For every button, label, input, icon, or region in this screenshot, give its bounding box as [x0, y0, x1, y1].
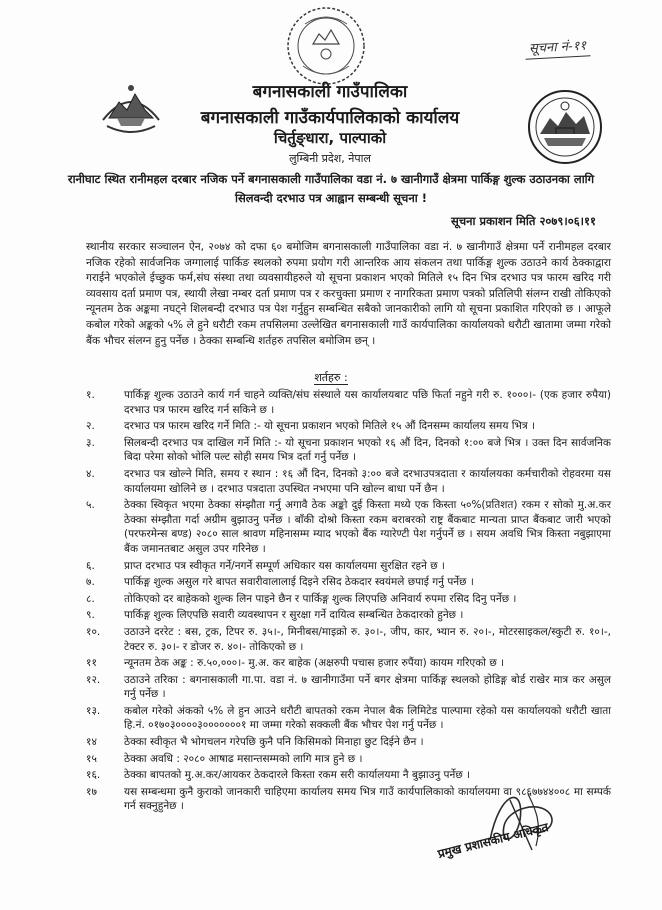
- signer-title: प्रमुख प्रशासकीय अधिकृत: [436, 820, 550, 862]
- condition-number: २.: [86, 420, 95, 433]
- condition-number: ११: [86, 657, 97, 670]
- municipality-logo: [526, 88, 604, 166]
- condition-text: तोकिएको दर बाहेकको शुल्क लिन पाइने छैन र पार्किङ्ग शुल्क लिएपछि अनिवार्य रुपमा रसिद दिनु पर्नेछ ।: [124, 592, 517, 605]
- condition-item: [86, 608, 611, 623]
- condition-text: पार्किङ्ग शुल्क लिएपछि सवारी व्यवस्थापन र सुरक्षा गर्ने दायित्व सम्बन्धित ठेकदारको हुनेछ ।: [124, 609, 464, 622]
- condition-item: [86, 656, 611, 671]
- condition-text: ठेक्का बापतको मु.अ.कर/आयकर ठेकदारले किस्ता रकम सरी कार्यालयमा नै बुझाउनु पर्नेछ ।: [124, 769, 471, 782]
- condition-item: [86, 625, 611, 654]
- notice-publish-date: सूचना प्रकाशन मिति २०७९।०६।११: [451, 214, 596, 228]
- conditions-list: [86, 388, 611, 816]
- condition-text: उठाउने तरिका : बगनासकाली गा.पा. वडा नं. ७ खानीगाउँमा पर्ने बगर क्षेत्रमा पार्किङ्ग स्थलको होडिङ्ग बोर्ड राखेर मात्र कर असुल गर्नु पर्नेछ ।: [124, 673, 611, 701]
- office-name: बगनासकाली गाउँकार्यपालिकाको कार्यालय: [200, 108, 460, 128]
- office-seal-stamp: [283, 4, 369, 88]
- condition-item: [86, 575, 611, 590]
- condition-text: दरभाउ पत्र खोल्ने मिति, समय र स्थान : १६ औं दिन, दिनको ३:०० बजे दरभाउपत्रदाता र कार्यालयका कर्मचारीको रोहवरमा यस कार्यालयमा खोलिने छ । दरभाउ पत्रदाता उपस्थित नभएमा पनि खोल्न बाधा पर्ने छैन ।: [124, 467, 611, 495]
- notice-body: स्थानीय सरकार सञ्चालन ऐन, २०७४ को दफा ६० बमोजिम बगनासकाली गाउँपालिका वडा नं. ७ खानीगाउँ क्षेत्रमा पर्ने रानीमहल दरबार नजिक रहेको सार्वजनिक जग्गालाई पार्किङ स्थलको रुपमा प्रयोग गरी आन्तरिक आय संकलन तथा पार्किङ्ग शुल्क उठाउने कार्य ठेक्काद्वारा गराईने भएकोले ईच्छुक फर्म,संघ संस्था तथा व्यवसायीहरुले यो सूचना प्रकाशन भएको मितिले १५ दिन भित्र दरभाउ पत्र फारम खरिद गरी व्यवसाय दर्ता प्रमाण पत्र, स्थायी लेखा नम्बर दर्ता प्रमाण पत्र र करचुक्ता प्रमाण र नागरिकता प्रमाण पत्रको प्रतिलिपी संलग्न राखी तोकिएको न्यूनतम ठेक अङ्कमा नघट्ने शिलबन्दी दरभाउ पत्र पेश गर्नुहुन सम्बन्धित सबैको जानकारीको लागि यो सूचना प्रकाशित गरिएको छ । आफूले कबोल गरेको अङ्कको ५% ले हुने धरौटी रकम तपसिलमा उल्लेखित बगनासकाली गाउँ कार्यपालिका कार्यालयको धरौटी खातामा जम्मा गरेको बैंक भौचर संलग्न हुनु पर्नेछ । ठेक्का सम्बन्धि शर्तहरु तपसिल बमोजिम छन् ।: [86, 241, 612, 347]
- condition-text: प्राप्त दरभाउ पत्र स्वीकृत गर्ने/नगर्ने सम्पूर्ण अधिकार यस कार्यालयमा सुरक्षित रहने छ ।: [124, 559, 445, 572]
- condition-text: पार्किङ्ग शुल्क असुल गरे बापत सवारीवालालाई दिइने रसिद ठेकदार स्वयंमले छपाई गर्नु पर्नेछ ।: [124, 576, 474, 589]
- condition-item: [86, 752, 611, 767]
- condition-item: [86, 419, 611, 434]
- condition-number: १३.: [86, 704, 101, 717]
- condition-number: १६.: [86, 769, 101, 782]
- condition-number: ७.: [86, 576, 95, 589]
- condition-item: [86, 436, 611, 465]
- condition-number: १४: [86, 736, 97, 749]
- condition-text: ठेक्का अवधि : २०८० आषाढ मसान्तसम्मको लागि मात्र हुने छ ।: [124, 752, 363, 765]
- condition-number: ४.: [86, 467, 95, 480]
- condition-number: ५.: [86, 499, 95, 512]
- condition-text: ठेक्का स्विकृत भएमा ठेक्का संम्झौता गर्नु अगावै ठेक अङ्को दुई किस्ता मध्ये एक किस्ता ५०%(प्रतिशत) रकम र सोको मु.अ.कर ठेक्का संम्झौता गर्दा अग्रीम बुझाउनु पर्नेछ । बाँकी दोश्रो किस्ता रकम बराबरको राष्ट्र बैंकबाट मान्यता प्राप्त बैंकबाट जारी भएको (परफरमेन्स बण्ड) २०८० साल श्रावण महिनासम्म म्याद भएको बैंक ग्यारेण्टी पेश गर्नुपर्ने छ । सयम अवधि भित्र किस्ता नबुझाएमा बैंक जमानतबाट असुल उपर गरिनेछ ।: [124, 499, 611, 555]
- notice-subject: रानीघाट स्थित रानीमहल दरबार नजिक पर्ने बगनासकाली गाउँपालिका वडा नं. ७ खानीगाउँ क्षेत्रमा पार्किङ्ग शुल्क उठाउनका लागि सिलवन्दी दरभाउ पत्र आह्वान सम्बन्धी सूचना !: [67, 172, 595, 205]
- condition-text: ठेक्का स्वीकृत भै भोगचलन गरेपछि कुनै पनि किसिमको मिनाहा छुट दिईने छैन ।: [124, 736, 424, 749]
- condition-number: १.: [86, 389, 95, 401]
- condition-item: [86, 498, 611, 556]
- condition-text: कबोल गरेको अंकको ५% ले हुन आउने धरौटी बापतको रकम नेपाल बैक लिमिटेड पाल्पामा रहेको यस कार्यालयको धरौटी खाता हि.नं. ०१७०३००००३०००००००१ मा जम्मा गरेको सक्कली बैंक भौचर पेश गर्नु पर्नेछ ।: [124, 704, 611, 732]
- condition-number: ९.: [86, 609, 95, 622]
- office-address: चिर्तुङ्धारा, पाल्पाको: [273, 129, 387, 147]
- condition-text: पार्किङ्ग शुल्क उठाउने कार्य गर्न चाहने व्यक्ति/संघ संस्थाले यस कार्यालयबाट पछि फिर्ता नहुने गरी रु. १०००।- (एक हजार रुपैया) दरभाउ पत्र फारम खरिद गर्न सकिने छ ।: [124, 389, 611, 416]
- condition-text: न्यूनतम ठेक अङ्क : रु.५०,०००।- मु.अ. कर बाहेक (अक्षरुपी पचास हजार रुपैंया) कायम गरिएको छ ।: [124, 657, 505, 670]
- condition-item: [86, 559, 611, 574]
- condition-number: १२.: [86, 673, 101, 686]
- conditions-heading: [0, 370, 662, 385]
- handwritten-reference-number: सूचना नं-११: [524, 35, 590, 59]
- condition-number: १५: [86, 752, 97, 765]
- condition-text: यस सम्बन्धमा कुनै कुराको जानकारी चाहिएमा कार्यालय समय भित्र गाउँ कार्यपालिकाको कार्यालयमा वा ९८६७७४४००८ मा सम्पर्क गर्न सक्नुहुनेछ ।: [124, 785, 611, 813]
- condition-number: १०.: [86, 625, 101, 638]
- condition-number: ६.: [86, 559, 95, 572]
- condition-number: १७: [86, 785, 97, 798]
- condition-number: ८.: [86, 592, 95, 605]
- condition-text: उठाउने दररेट : बस, ट्रक, टिपर रु. ३५।-, मिनीबस/माइक्रो रु. ३०।-, जीप, कार, भ्यान रु. २०।-, मोटरसाइकल/स्कुटी रु. १०।-, टेक्टर रु. ३०।- र डोजर रु. ४०।- तोकिएको छ ।: [124, 625, 611, 653]
- conditions-heading-text: शर्तहरु :: [314, 371, 348, 384]
- condition-item: [86, 388, 611, 417]
- municipality-name: बगनासकाली गाउँपालिका: [252, 82, 408, 102]
- condition-item: [86, 673, 611, 702]
- condition-text: दरभाउ पत्र फारम खरिद गर्ने मिति :- यो सूचना प्रकाशन भएको मितिले १५ औं दिनसम्म कार्यालय समय भित्र ।: [124, 420, 535, 433]
- condition-text: सिलबन्दी दरभाउ पत्र दाखिल गर्ने मिति :- यो सूचना प्रकाशन भएको १६ औं दिन, दिनको १:०० बजे भित्र । उक्त दिन सार्वजनिक बिदा परेमा सोको भोलि पल्ट सोही समय भित्र दर्ता गर्नु पर्नेछ ।: [124, 436, 611, 464]
- condition-number: ३.: [86, 436, 95, 449]
- condition-item: [86, 467, 611, 496]
- province-country: लुम्बिनी प्रदेश, नेपाल: [289, 152, 371, 165]
- condition-item: [86, 735, 611, 750]
- condition-item: [86, 592, 611, 607]
- condition-item: [86, 704, 611, 733]
